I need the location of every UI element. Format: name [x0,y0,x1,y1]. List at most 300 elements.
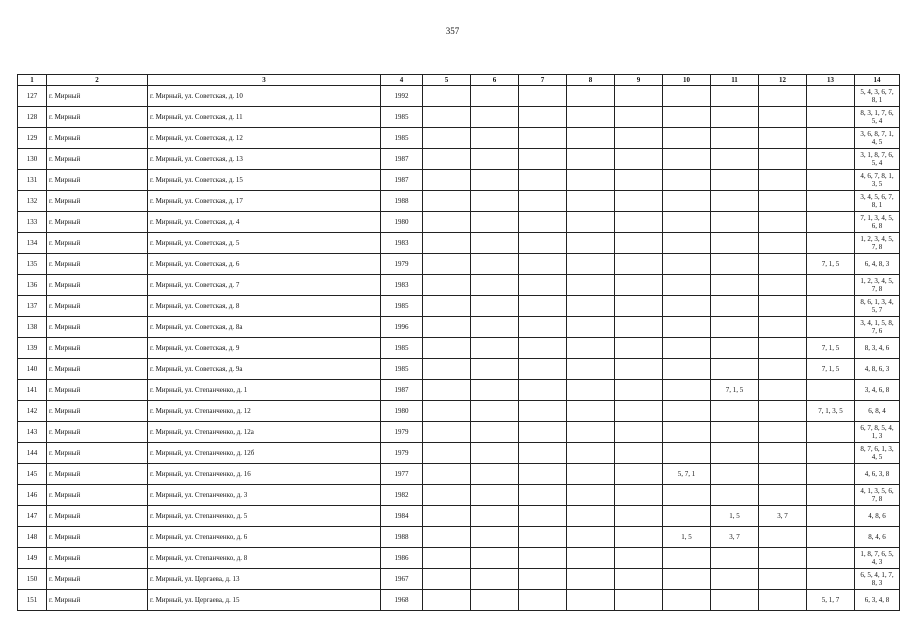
year-cell: 1996 [381,317,423,338]
table-row [18,107,900,128]
empty-cell [615,233,663,254]
table-row [18,86,900,107]
empty-cell [519,485,567,506]
col13-cell [807,443,855,464]
col13-cell [807,170,855,191]
col14-cell: 1, 2, 3, 4, 5, 7, 8 [855,275,900,296]
col10-cell [663,128,711,149]
empty-cell [423,296,471,317]
empty-cell [615,170,663,191]
empty-cell [471,422,519,443]
empty-cell [423,422,471,443]
year-cell: 1986 [381,548,423,569]
col11-cell: 1, 5 [711,506,759,527]
col12-cell [759,527,807,548]
empty-cell [423,443,471,464]
row-number-cell: 151 [18,590,47,611]
col13-cell: 5, 1, 7 [807,590,855,611]
locality-cell: г. Мирный [47,590,148,611]
column-header: 1 [18,75,47,86]
empty-cell [567,128,615,149]
col13-cell [807,422,855,443]
table-row [18,296,900,317]
col13-cell: 7, 1, 3, 5 [807,401,855,422]
table-row [18,212,900,233]
row-number-cell: 134 [18,233,47,254]
empty-cell [423,317,471,338]
empty-cell [471,338,519,359]
row-number-cell: 147 [18,506,47,527]
col10-cell [663,548,711,569]
column-header: 6 [471,75,519,86]
empty-cell [567,527,615,548]
empty-cell [471,443,519,464]
address-cell: г. Мирный, ул. Советская, д. 17 [148,191,381,212]
year-cell: 1980 [381,212,423,233]
empty-cell [519,191,567,212]
empty-cell [471,359,519,380]
year-cell: 1977 [381,464,423,485]
address-cell: г. Мирный, ул. Советская, д. 13 [148,149,381,170]
column-header: 2 [47,75,148,86]
col11-cell [711,485,759,506]
empty-cell [567,296,615,317]
col10-cell [663,317,711,338]
col12-cell [759,317,807,338]
locality-cell: г. Мирный [47,275,148,296]
row-number-cell: 145 [18,464,47,485]
row-number-cell: 146 [18,485,47,506]
year-cell: 1983 [381,275,423,296]
empty-cell [567,212,615,233]
col13-cell [807,149,855,170]
empty-cell [567,422,615,443]
empty-cell [567,548,615,569]
empty-cell [615,296,663,317]
col10-cell [663,233,711,254]
col11-cell [711,443,759,464]
col14-cell: 4, 8, 6 [855,506,900,527]
col12-cell: 3, 7 [759,506,807,527]
address-cell: г. Мирный, ул. Советская, д. 15 [148,170,381,191]
col11-cell: 7, 1, 5 [711,380,759,401]
table-row [18,485,900,506]
col12-cell [759,86,807,107]
empty-cell [423,233,471,254]
col13-cell [807,317,855,338]
row-number-cell: 138 [18,317,47,338]
year-cell: 1992 [381,86,423,107]
empty-cell [423,191,471,212]
column-header: 5 [423,75,471,86]
empty-cell [567,338,615,359]
col14-cell: 8, 3, 1, 7, 6, 5, 4 [855,107,900,128]
empty-cell [471,170,519,191]
empty-cell [471,527,519,548]
column-header: 11 [711,75,759,86]
empty-cell [471,254,519,275]
empty-cell [423,464,471,485]
table-row [18,527,900,548]
year-cell: 1983 [381,233,423,254]
empty-cell [615,590,663,611]
col14-cell: 6, 8, 4 [855,401,900,422]
address-cell: г. Мирный, ул. Советская, д. 10 [148,86,381,107]
empty-cell [423,128,471,149]
locality-cell: г. Мирный [47,548,148,569]
table-row [18,380,900,401]
year-cell: 1988 [381,527,423,548]
locality-cell: г. Мирный [47,422,148,443]
year-cell: 1967 [381,569,423,590]
col12-cell [759,338,807,359]
empty-cell [471,212,519,233]
empty-cell [519,128,567,149]
row-number-cell: 150 [18,569,47,590]
col14-cell: 4, 1, 3, 5, 6, 7, 8 [855,485,900,506]
empty-cell [615,338,663,359]
col12-cell [759,191,807,212]
empty-cell [519,464,567,485]
empty-cell [519,443,567,464]
empty-cell [615,443,663,464]
locality-cell: г. Мирный [47,212,148,233]
column-header: 12 [759,75,807,86]
column-header: 13 [807,75,855,86]
locality-cell: г. Мирный [47,296,148,317]
empty-cell [615,254,663,275]
col11-cell: 3, 7 [711,527,759,548]
col13-cell [807,296,855,317]
table-row [18,254,900,275]
locality-cell: г. Мирный [47,569,148,590]
col12-cell [759,233,807,254]
empty-cell [567,464,615,485]
empty-cell [567,275,615,296]
col14-cell: 6, 5, 4, 1, 7, 8, 3 [855,569,900,590]
col12-cell [759,275,807,296]
address-cell: г. Мирный, ул. Степанченко, д. 8 [148,548,381,569]
empty-cell [423,506,471,527]
empty-cell [519,254,567,275]
table-row [18,506,900,527]
col12-cell [759,464,807,485]
empty-cell [615,485,663,506]
table-row [18,338,900,359]
locality-cell: г. Мирный [47,464,148,485]
locality-cell: г. Мирный [47,485,148,506]
empty-cell [471,107,519,128]
empty-cell [423,359,471,380]
empty-cell [567,254,615,275]
col11-cell [711,170,759,191]
col10-cell [663,149,711,170]
col12-cell [759,422,807,443]
row-number-cell: 142 [18,401,47,422]
empty-cell [615,275,663,296]
col11-cell [711,401,759,422]
table-row [18,128,900,149]
empty-cell [471,317,519,338]
col10-cell [663,401,711,422]
col10-cell: 1, 5 [663,527,711,548]
col13-cell [807,527,855,548]
empty-cell [615,212,663,233]
col11-cell [711,548,759,569]
table-row [18,443,900,464]
col10-cell [663,422,711,443]
col11-cell [711,233,759,254]
empty-cell [471,506,519,527]
empty-cell [471,233,519,254]
year-cell: 1985 [381,359,423,380]
col14-cell: 3, 6, 8, 7, 1, 4, 5 [855,128,900,149]
empty-cell [423,254,471,275]
year-cell: 1985 [381,128,423,149]
address-cell: г. Мирный, ул. Степанченко, д. 5 [148,506,381,527]
locality-cell: г. Мирный [47,233,148,254]
locality-cell: г. Мирный [47,380,148,401]
col10-cell [663,485,711,506]
col10-cell [663,590,711,611]
empty-cell [567,317,615,338]
col10-cell [663,296,711,317]
address-cell: г. Мирный, ул. Советская, д. 6 [148,254,381,275]
col13-cell [807,107,855,128]
empty-cell [423,170,471,191]
empty-cell [423,590,471,611]
empty-cell [471,569,519,590]
empty-cell [423,149,471,170]
locality-cell: г. Мирный [47,254,148,275]
col11-cell [711,590,759,611]
col14-cell: 4, 6, 7, 8, 1, 3, 5 [855,170,900,191]
row-number-cell: 140 [18,359,47,380]
col13-cell [807,233,855,254]
year-cell: 1987 [381,380,423,401]
empty-cell [567,401,615,422]
row-number-cell: 144 [18,443,47,464]
table-row [18,359,900,380]
col13-cell [807,485,855,506]
col13-cell [807,212,855,233]
col14-cell: 5, 4, 3, 6, 7, 8, 1 [855,86,900,107]
row-number-cell: 149 [18,548,47,569]
col11-cell [711,422,759,443]
empty-cell [519,569,567,590]
empty-cell [615,86,663,107]
address-cell: г. Мирный, ул. Советская, д. 9а [148,359,381,380]
col12-cell [759,107,807,128]
col11-cell [711,569,759,590]
col10-cell [663,191,711,212]
empty-cell [519,170,567,191]
empty-cell [471,86,519,107]
empty-cell [615,317,663,338]
empty-cell [615,107,663,128]
year-cell: 1980 [381,401,423,422]
locality-cell: г. Мирный [47,443,148,464]
row-number-cell: 136 [18,275,47,296]
row-number-cell: 135 [18,254,47,275]
address-cell: г. Мирный, ул. Советская, д. 9 [148,338,381,359]
col11-cell [711,128,759,149]
address-cell: г. Мирный, ул. Степанченко, д. 6 [148,527,381,548]
column-header: 8 [567,75,615,86]
col11-cell [711,254,759,275]
col10-cell: 5, 7, 1 [663,464,711,485]
col14-cell: 3, 1, 8, 7, 6, 5, 4 [855,149,900,170]
empty-cell [471,296,519,317]
col11-cell [711,86,759,107]
row-number-cell: 148 [18,527,47,548]
locality-cell: г. Мирный [47,128,148,149]
empty-cell [423,338,471,359]
year-cell: 1979 [381,254,423,275]
table-row [18,569,900,590]
col10-cell [663,443,711,464]
column-header: 14 [855,75,900,86]
empty-cell [471,191,519,212]
empty-cell [615,149,663,170]
empty-cell [423,275,471,296]
table-row [18,548,900,569]
col12-cell [759,212,807,233]
year-cell: 1979 [381,422,423,443]
empty-cell [519,401,567,422]
column-header: 3 [148,75,381,86]
col12-cell [759,380,807,401]
row-number-cell: 131 [18,170,47,191]
table-row [18,170,900,191]
year-cell: 1985 [381,107,423,128]
col11-cell [711,338,759,359]
locality-cell: г. Мирный [47,170,148,191]
empty-cell [471,380,519,401]
col11-cell [711,149,759,170]
empty-cell [615,506,663,527]
col10-cell [663,86,711,107]
col14-cell: 4, 6, 3, 8 [855,464,900,485]
empty-cell [615,527,663,548]
col13-cell [807,275,855,296]
col11-cell [711,317,759,338]
col14-cell: 8, 3, 4, 6 [855,338,900,359]
empty-cell [471,128,519,149]
year-cell: 1968 [381,590,423,611]
empty-cell [519,275,567,296]
col14-cell: 8, 4, 6 [855,527,900,548]
empty-cell [519,233,567,254]
empty-cell [519,317,567,338]
table-row [18,149,900,170]
empty-cell [471,590,519,611]
empty-cell [567,485,615,506]
address-cell: г. Мирный, ул. Степанченко, д. 12 [148,401,381,422]
col14-cell: 6, 7, 8, 5, 4, 1, 3 [855,422,900,443]
empty-cell [567,149,615,170]
empty-cell [471,485,519,506]
col12-cell [759,548,807,569]
year-cell: 1985 [381,338,423,359]
empty-cell [471,464,519,485]
col12-cell [759,443,807,464]
col10-cell [663,506,711,527]
address-cell: г. Мирный, ул. Цергаева, д. 15 [148,590,381,611]
column-header: 9 [615,75,663,86]
page-number: 357 [445,26,460,36]
row-number-cell: 128 [18,107,47,128]
row-number-cell: 133 [18,212,47,233]
column-header: 10 [663,75,711,86]
col11-cell [711,464,759,485]
empty-cell [567,359,615,380]
empty-cell [423,107,471,128]
empty-cell [567,443,615,464]
year-cell: 1985 [381,296,423,317]
empty-cell [567,191,615,212]
table-row [18,191,900,212]
col14-cell: 6, 3, 4, 8 [855,590,900,611]
locality-cell: г. Мирный [47,86,148,107]
empty-cell [471,275,519,296]
empty-cell [519,422,567,443]
empty-cell [567,170,615,191]
col14-cell: 3, 4, 6, 8 [855,380,900,401]
empty-cell [519,380,567,401]
col14-cell: 7, 1, 3, 4, 5, 6, 8 [855,212,900,233]
col10-cell [663,569,711,590]
table-row [18,233,900,254]
empty-cell [615,380,663,401]
header-row [18,75,900,86]
col10-cell [663,212,711,233]
address-cell: г. Мирный, ул. Степанченко, д. 16 [148,464,381,485]
empty-cell [423,548,471,569]
empty-cell [423,86,471,107]
address-cell: г. Мирный, ул. Степанченко, д. 12б [148,443,381,464]
locality-cell: г. Мирный [47,506,148,527]
col13-cell [807,128,855,149]
empty-cell [615,464,663,485]
empty-cell [615,422,663,443]
row-number-cell: 127 [18,86,47,107]
empty-cell [567,233,615,254]
address-cell: г. Мирный, ул. Степанченко, д. 3 [148,485,381,506]
table-row [18,464,900,485]
col10-cell [663,359,711,380]
table-row [18,275,900,296]
locality-cell: г. Мирный [47,107,148,128]
locality-cell: г. Мирный [47,317,148,338]
row-number-cell: 129 [18,128,47,149]
empty-cell [615,401,663,422]
locality-cell: г. Мирный [47,338,148,359]
year-cell: 1988 [381,191,423,212]
empty-cell [519,338,567,359]
table-row [18,317,900,338]
row-number-cell: 141 [18,380,47,401]
empty-cell [615,191,663,212]
col12-cell [759,485,807,506]
col10-cell [663,275,711,296]
table-row [18,590,900,611]
year-cell: 1987 [381,149,423,170]
col14-cell: 1, 2, 3, 4, 5, 7, 8 [855,233,900,254]
empty-cell [615,548,663,569]
table-row [18,401,900,422]
empty-cell [519,506,567,527]
